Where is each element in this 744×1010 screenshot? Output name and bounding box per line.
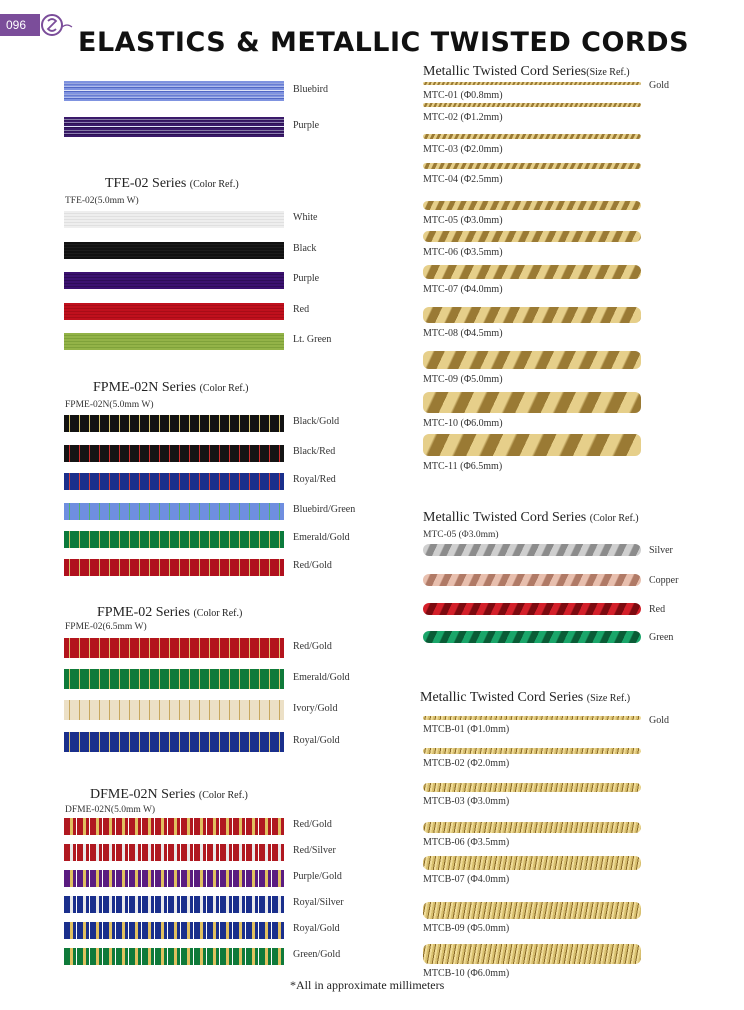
gold-cord-label: MTC-11 (Φ6.5mm) [423, 461, 503, 472]
gold-braid-cord [423, 783, 641, 792]
dfme02n-swatch [64, 896, 284, 913]
fpme02n-swatch-label: Emerald/Gold [293, 532, 350, 543]
gold-cord [423, 201, 641, 210]
gold-cord-label: MTC-02 (Φ1.2mm) [423, 112, 503, 123]
dfme02n-swatch-label: Royal/Silver [293, 897, 344, 908]
color-cord [423, 631, 641, 643]
gold-cord-label: MTC-06 (Φ3.5mm) [423, 247, 503, 258]
page-number-tab [0, 14, 40, 36]
fpme02n-heading: FPME-02N Series (Color Ref.) [93, 380, 249, 395]
gold-braid-cord [423, 944, 641, 964]
gold-cord [423, 392, 641, 413]
color-cord [423, 544, 641, 556]
tfe-swatch-label: Red [293, 304, 310, 315]
fpme02-swatch [64, 638, 284, 658]
gold-braid-cord-label: MTCB-09 (Φ5.0mm) [423, 923, 510, 934]
fpme02n-swatch [64, 445, 284, 462]
gold-cord-label: MTC-10 (Φ6.0mm) [423, 418, 503, 429]
fpme02n-swatch [64, 415, 284, 432]
gold-braid-cord-label: MTCB-03 (Φ3.0mm) [423, 796, 510, 807]
tfe-heading: TFE-02 Series (Color Ref.) [105, 176, 239, 191]
tfe-swatch [64, 272, 284, 289]
fpme02n-swatch-label: Black/Red [293, 446, 336, 457]
tfe-swatch [64, 303, 284, 320]
fpme02n-swatch [64, 473, 284, 490]
gold-braid-cord [423, 716, 641, 720]
gold-cord-label: MTC-03 (Φ2.0mm) [423, 144, 503, 155]
gold-cord [423, 134, 641, 139]
fpme02-heading: FPME-02 Series (Color Ref.) [97, 605, 243, 620]
left-top-swatch-label: Purple [293, 120, 320, 131]
gold-cord [423, 434, 641, 456]
color-cord-label: Copper [649, 575, 679, 586]
gold-cord-label: MTC-01 (Φ0.8mm) [423, 90, 503, 101]
tfe-subtitle: TFE-02(5.0mm W) [65, 196, 139, 206]
tfe-swatch-label: Purple [293, 273, 320, 284]
dfme02n-swatch-label: Red/Silver [293, 845, 336, 856]
tfe-swatch-label: Black [293, 243, 317, 254]
dfme02n-heading: DFME-02N Series (Color Ref.) [90, 787, 248, 802]
gold-braid-cord [423, 822, 641, 833]
fpme02-swatch-label: Ivory/Gold [293, 703, 338, 714]
dfme02n-swatch-label: Green/Gold [293, 949, 341, 960]
tfe-swatch [64, 242, 284, 259]
gold-cord [423, 231, 641, 242]
left-top-swatch [64, 117, 284, 137]
dfme02n-swatch [64, 818, 284, 835]
dfme02n-swatch [64, 948, 284, 965]
tfe-swatch [64, 333, 284, 350]
fpme02n-swatch [64, 503, 284, 520]
fpme02-swatch [64, 669, 284, 689]
fpme02n-swatch-label: Black/Gold [293, 416, 340, 427]
fpme02n-swatch [64, 559, 284, 576]
color-cord-label: Red [649, 604, 666, 615]
page-title: ELASTICS & METALLIC TWISTED CORDS [78, 27, 690, 58]
color-cord [423, 603, 641, 615]
gold-braid-cord-label: MTCB-07 (Φ4.0mm) [423, 874, 510, 885]
dfme02n-swatch [64, 844, 284, 861]
dfme02n-swatch [64, 870, 284, 887]
mtc-size-color-label: Gold [649, 80, 669, 91]
color-cord-label: Silver [649, 545, 673, 556]
fpme02-subtitle: FPME-02(6.5mm W) [65, 622, 147, 632]
dfme02n-swatch-label: Purple/Gold [293, 871, 342, 882]
dfme02n-swatch [64, 922, 284, 939]
gold-braid-cord-label: MTCB-10 (Φ6.0mm) [423, 968, 510, 979]
gold-cord [423, 82, 641, 85]
fpme02n-swatch [64, 531, 284, 548]
footnote: *All in approximate millimeters [290, 978, 445, 992]
color-cord [423, 574, 641, 586]
fpme02n-subtitle: FPME-02N(5.0mm W) [65, 400, 154, 410]
gold-braid-cord-label: MTCB-02 (Φ2.0mm) [423, 758, 510, 769]
left-top-swatch-label: Bluebird [293, 84, 328, 95]
gold-cord [423, 103, 641, 107]
fpme02-swatch [64, 732, 284, 752]
color-cord-label: Green [649, 632, 674, 643]
gold-cord-label: MTC-08 (Φ4.5mm) [423, 328, 503, 339]
gold-cord-label: MTC-05 (Φ3.0mm) [423, 215, 503, 226]
gold-cord [423, 163, 641, 169]
gold-cord-label: MTC-09 (Φ5.0mm) [423, 374, 503, 385]
dfme02n-swatch-label: Red/Gold [293, 819, 332, 830]
fpme02n-swatch-label: Royal/Red [293, 474, 336, 485]
fpme02-swatch-label: Red/Gold [293, 641, 332, 652]
fpme02-swatch-label: Emerald/Gold [293, 672, 350, 683]
tfe-swatch [64, 211, 284, 228]
gold-braid-cord-label: MTCB-06 (Φ3.5mm) [423, 837, 510, 848]
mtc-color-subtitle: MTC-05 (Φ3.0mm) [423, 530, 499, 540]
mtcb-heading: Metallic Twisted Cord Series (Size Ref.) [420, 690, 631, 705]
brand-logo-icon [40, 12, 74, 38]
gold-cord-label: MTC-07 (Φ4.0mm) [423, 284, 503, 295]
tfe-swatch-label: White [293, 212, 318, 223]
mtcb-color-label: Gold [649, 715, 669, 726]
gold-cord [423, 265, 641, 279]
gold-cord-label: MTC-04 (Φ2.5mm) [423, 174, 503, 185]
gold-braid-cord [423, 902, 641, 919]
gold-braid-cord-label: MTCB-01 (Φ1.0mm) [423, 724, 510, 735]
fpme02n-swatch-label: Bluebird/Green [293, 504, 356, 515]
dfme02n-swatch-label: Royal/Gold [293, 923, 340, 934]
fpme02n-swatch-label: Red/Gold [293, 560, 332, 571]
tfe-swatch-label: Lt. Green [293, 334, 332, 345]
dfme02n-subtitle: DFME-02N(5.0mm W) [65, 805, 156, 815]
gold-braid-cord [423, 856, 641, 870]
page-number: 096 [6, 18, 27, 32]
gold-cord [423, 307, 641, 323]
fpme02-swatch-label: Royal/Gold [293, 735, 340, 746]
mtc-color-heading: Metallic Twisted Cord Series (Color Ref.) [423, 510, 639, 525]
fpme02-swatch [64, 700, 284, 720]
gold-braid-cord [423, 748, 641, 754]
left-top-swatch [64, 81, 284, 101]
gold-cord [423, 351, 641, 369]
mtc-size-heading: Metallic Twisted Cord Series(Size Ref.) [423, 64, 630, 79]
